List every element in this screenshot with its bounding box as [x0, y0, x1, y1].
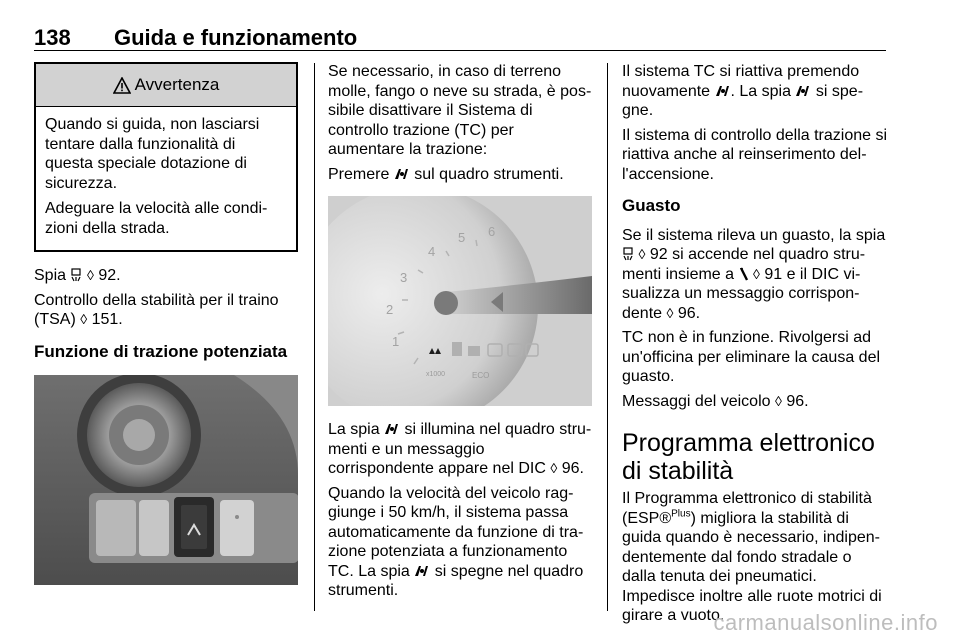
spia-reference: Spia ◊ 92. — [34, 267, 121, 284]
paragraph-esp: Il Programma elettronico di stabilità (ESP®$^{Plus}$) migliora la stabilità di guida quando è necessario, indipendentemente dal fondo stradale o dalla tenuta dei pneumatici. Impedisce inoltre alle ruote motrici di girare a vuoto. — [622, 490, 882, 624]
section-heading-guasto: Guasto — [622, 196, 681, 215]
watermark: carmanualsonline.info — [713, 610, 938, 635]
warning-body — [36, 107, 296, 250]
traction-lamp-icon — [384, 420, 400, 440]
traction-off-icon — [622, 247, 634, 261]
page-title: Guida e funzionamento — [114, 25, 358, 50]
paragraph-fault: Se il sistema rileva un guasto, la spia ◊ 92 si accende nel quadro strumenti insieme a ◊ 91 e il DIC visualizza un messaggio corrispondente ◊ 96. — [622, 226, 886, 322]
warning-box — [34, 62, 298, 252]
page-number: 138 — [34, 25, 71, 50]
column-1 — [34, 62, 298, 601]
traction-button-icon — [715, 82, 731, 102]
paragraph-disable-tc: Se necessario, in caso di terreno molle, fango o neve su strada, è possibile disattivare il Sistema di controllo trazione (TC) per aumentare la trazione: — [328, 63, 592, 158]
paragraph-press: Premere sul quadro strumenti. — [328, 165, 564, 183]
wrench-icon — [739, 265, 749, 285]
xref-symbol: ◊ — [80, 311, 88, 327]
gauge-label-2: 2 — [386, 302, 394, 317]
section-heading-traction: Funzione di trazione potenziata — [34, 341, 288, 361]
xref-symbol: ◊ — [86, 267, 94, 283]
column-2 — [328, 62, 592, 606]
plus-superscript: Plus — [671, 508, 691, 520]
warning-title: Avvertenza — [134, 75, 220, 95]
gauge-unit-label: x1000 — [426, 371, 446, 378]
page-link-96[interactable]: 96. — [786, 392, 809, 410]
gauge-label-3: 3 — [400, 270, 408, 285]
paragraph-50kmh: Quando la velocità del veicolo raggiunge i 50 km/h, il sistema passa automaticamente da funzione di trazione potenziata a funzionamento TC. La spia si spegne nel quadro strumenti. — [328, 484, 584, 599]
page-link-151[interactable]: 151. — [91, 311, 123, 328]
eco-label: ECO — [472, 371, 490, 380]
xref-symbol: ◊ — [774, 392, 782, 409]
paragraph-ignition: Il sistema di controllo della trazione si riattiva anche al reinserimento dell'accensione. — [622, 126, 888, 183]
page-link-96[interactable]: 96. — [561, 460, 584, 477]
xref-symbol: ◊ — [752, 265, 760, 282]
page-link-92[interactable]: 92. — [98, 267, 121, 284]
gauge-label-1: 1 — [392, 334, 400, 349]
traction-lamp-icon — [414, 562, 430, 582]
gauge-label-5: 5 — [458, 230, 466, 245]
dashboard-switch-photo — [34, 375, 298, 585]
column-3 — [622, 62, 888, 631]
traction-lamp-icon — [795, 82, 811, 102]
traction-button-icon — [394, 165, 410, 185]
header-divider — [34, 50, 886, 51]
warning-header — [36, 64, 296, 107]
traction-off-icon — [70, 268, 82, 282]
xref-symbol: ◊ — [666, 304, 674, 321]
warning-text-1: Quando si guida, non lasciarsi tentare dalla funzionalità di questa speciale dotazione di sicurezza. — [45, 116, 260, 192]
column-divider-2 — [607, 63, 608, 611]
tsa-reference: Controllo della stabilità per il traino (TSA) ◊ 151. — [34, 291, 279, 328]
paragraph-lamp-on: La spia si illumina nel quadro strumenti e un messaggio corrispondente appare nel DIC ◊ 96. — [328, 421, 592, 477]
gauge-label-4: 4 — [428, 244, 436, 259]
section-heading-esp: Programma elettronico di stabilità — [622, 429, 875, 485]
xref-symbol: ◊ — [638, 246, 646, 262]
column-divider-1 — [314, 63, 315, 611]
page-link-96[interactable]: 96. — [677, 304, 701, 322]
paragraph-vehicle-messages: Messaggi del veicolo ◊ 96. — [622, 392, 809, 410]
instrument-cluster-photo — [328, 196, 592, 406]
paragraph-tc-reactivate: Il sistema TC si riattiva premendo nuovamente . La spia si spegne. — [622, 63, 864, 119]
xref-symbol: ◊ — [550, 460, 558, 476]
warning-triangle-icon — [113, 77, 131, 94]
page-header — [34, 20, 886, 52]
warning-text-2: Adeguare la velocità alle condizioni della strada. — [45, 200, 268, 237]
gauge-label-6: 6 — [488, 224, 496, 239]
paragraph-tc-not-working: TC non è in funzione. Rivolgersi ad un'officina per eliminare la causa del guasto. — [622, 329, 881, 385]
